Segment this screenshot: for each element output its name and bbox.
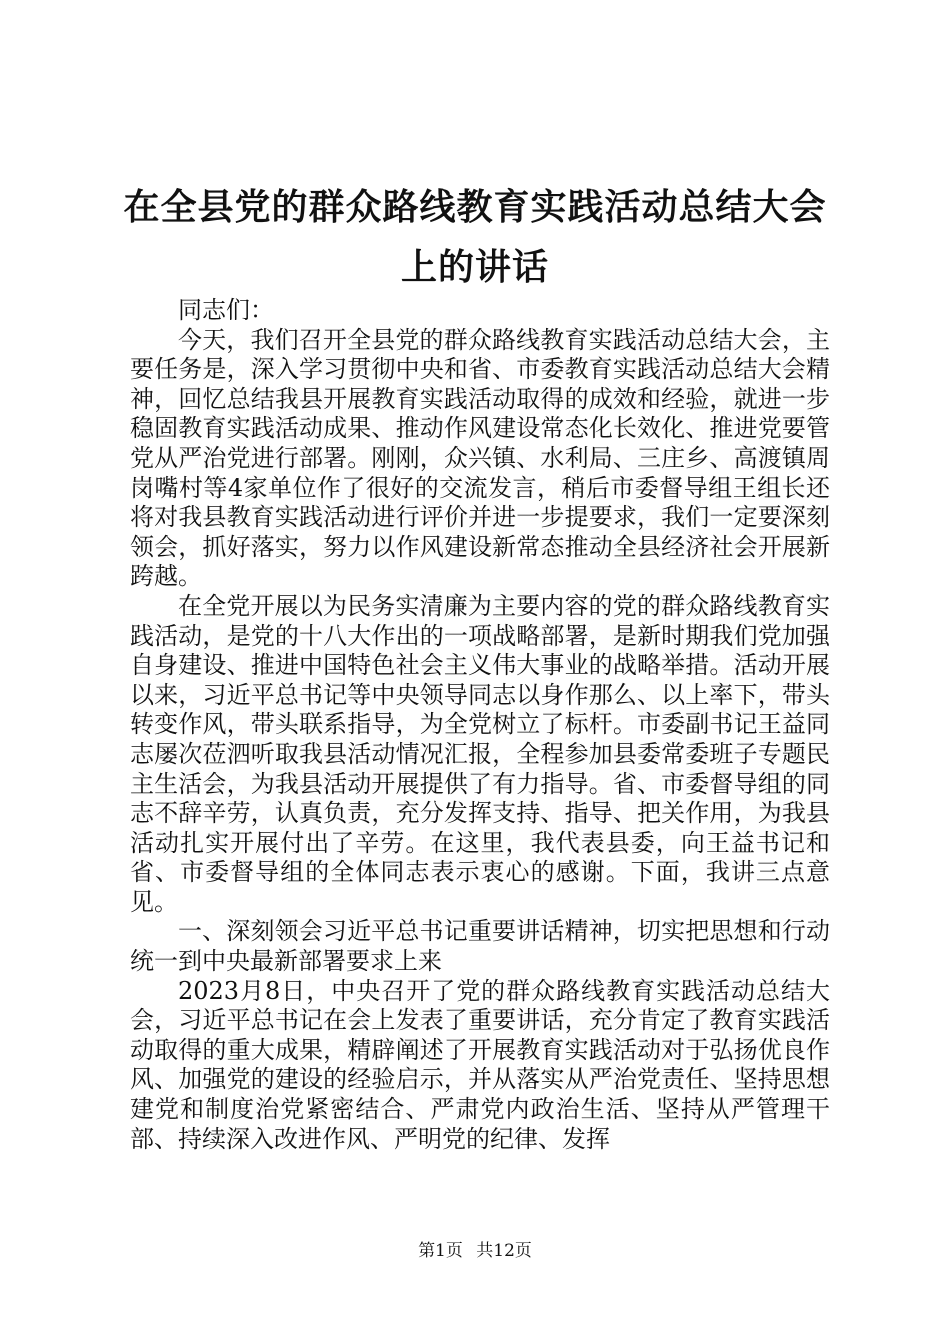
- paragraph: 在全党开展以为民务实清廉为主要内容的党的群众路线教育实践活动，是党的十八大作出的一项战略部署，是新时期我们党加强自身建设、推进中国特色社会主义伟大事业的战略举措。活动开展以来，习近平总书记等中央领导同志以身作那么、以上率下，带头转变作风，带头联系指导，为全党树立了标杆。市委副书记王益同志屡次莅泗听取我县活动情况汇报，全程参加县委常委班子专题民主生活会，为我县活动开展提供了有力指导。省、市委督导组的同志不辞辛劳，认真负责，充分发挥支持、指导、把关作用，为我县活动扎实开展付出了辛劳。在这里，我代表县委，向王益书记和省、市委督导组的全体同志表示衷心的感谢。下面，我讲三点意见。: [130, 591, 830, 916]
- page-footer: [0, 1240, 950, 1262]
- paragraph: 今天，我们召开全县党的群众路线教育实践活动总结大会，主要任务是，深入学习贯彻中央和省、市委教育实践活动总结大会精神，回忆总结我县开展教育实践活动取得的成效和经验，就进一步稳固教育实践活动成果、推动作风建设常态化长效化、推进党要管党从严治党进行部署。刚刚，众兴镇、水利局、三庄乡、高渡镇周岗嘴村等4家单位作了很好的交流发言，稍后市委督导组王组长还将对我县教育实践活动进行评价并进一步提要求，我们一定要深刻领会，抓好落实，努力以作风建设新常态推动全县经济社会开展新跨越。: [130, 325, 830, 591]
- salutation: 同志们：: [178, 296, 274, 324]
- page-total: 共12页: [476, 1241, 532, 1261]
- page-number: 第1页: [418, 1241, 463, 1261]
- paragraph: 2023月8日，中央召开了党的群众路线教育实践活动总结大会，习近平总书记在会上发表了重要讲话，充分肯定了教育实践活动取得的重大成果，精辟阐述了开展教育实践活动对于弘扬优良作风、加强党的建设的经验启示，并从落实从严治党责任、坚持思想建党和制度治党紧密结合、严肃党内政治生活、坚持从严管理干部、持续深入改进作风、严明党的纪律、发挥: [130, 976, 830, 1153]
- document-body: [130, 296, 830, 1154]
- section-heading: 一、深刻领会习近平总书记重要讲话精神，切实把思想和行动统一到中央最新部署要求上来: [130, 917, 830, 976]
- document-title: 在全县党的群众路线教育实践活动总结大会上的讲话: [123, 187, 827, 288]
